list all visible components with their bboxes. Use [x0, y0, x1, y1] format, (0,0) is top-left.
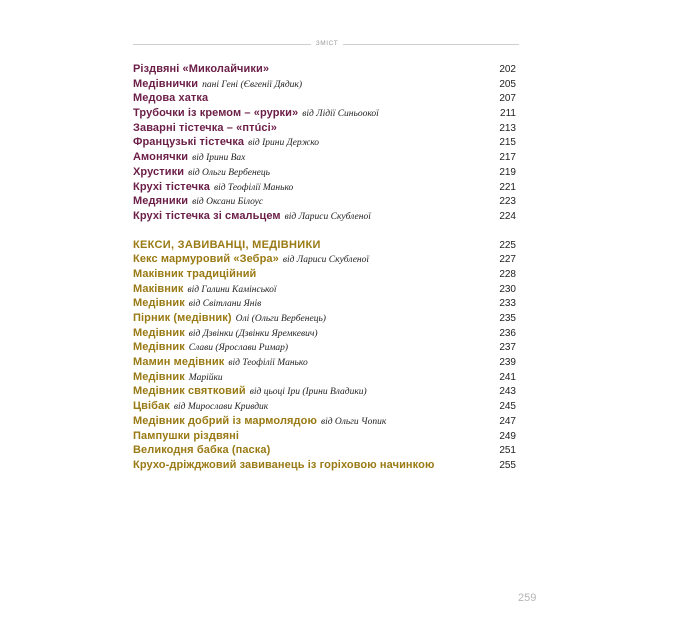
entry-title: Мамин медівник: [133, 356, 225, 369]
entry-title: Крухо-дріжджовий завиванець із горіховою начинкою: [133, 458, 435, 471]
entry-author: від цьоці Іри (Ірини Владики): [249, 387, 367, 398]
entry-title: Медівник добрий із мармолядою: [133, 414, 317, 427]
entry-author: від Лариси Скубленої: [282, 255, 370, 266]
entry-page-number: 249: [499, 430, 516, 442]
toc-entry[interactable]: [133, 458, 516, 473]
entry-author: від Світлани Янів: [188, 299, 262, 310]
entry-author: від Лариси Скубленої: [284, 211, 371, 222]
entry-title: Трубочки із кремом – «рурки»: [133, 107, 299, 120]
entry-page-number: 228: [499, 268, 516, 280]
entry-page-number: 207: [499, 93, 516, 105]
toc-entry[interactable]: [133, 121, 516, 136]
entry-page-number: 233: [499, 298, 516, 310]
entry-author: від Дзвінки (Дзвінки Яремкевич): [188, 328, 318, 339]
entry-title: Медівнички: [133, 77, 199, 90]
entry-title: Заварні тістечка – «птúсі»: [133, 121, 278, 134]
entry-author: Слави (Ярослави Римар): [188, 343, 289, 354]
entry-page-number: 213: [499, 122, 516, 134]
toc-entry[interactable]: [133, 180, 516, 195]
entry-title: Медівник: [133, 370, 185, 383]
entry-title: Медова хатка: [133, 92, 209, 105]
header-rule-right: [343, 44, 519, 45]
entry-title: Хрустики: [133, 165, 185, 178]
entry-page-number: 243: [499, 386, 516, 398]
entry-author: Марійки: [188, 372, 223, 383]
entry-title: Цвібак: [133, 400, 170, 413]
toc-entry[interactable]: [133, 106, 516, 121]
entry-title: Медівник: [133, 326, 185, 339]
toc-section-heading[interactable]: [133, 238, 516, 253]
entry-page-number: 221: [499, 181, 516, 193]
toc-entry[interactable]: [133, 443, 516, 458]
toc-entry[interactable]: [133, 370, 516, 385]
toc-entry[interactable]: [133, 62, 516, 77]
header-title: ЗМІСТ: [315, 40, 339, 47]
entry-page-number: 236: [499, 327, 516, 339]
section-page-number: 225: [499, 239, 516, 251]
toc-entry[interactable]: [133, 267, 516, 282]
table-of-contents: [133, 62, 516, 473]
entry-title: Пірник (медівник): [133, 312, 232, 324]
entry-title: Пампушки різдвяні: [133, 429, 240, 442]
entry-author: від Ольги Вербенець: [188, 167, 270, 178]
toc-entry[interactable]: [133, 326, 516, 341]
toc-entry[interactable]: [133, 296, 516, 311]
toc-entry[interactable]: [133, 209, 516, 224]
entry-author: від Теофілії Манько: [213, 182, 294, 193]
toc-entry[interactable]: [133, 311, 516, 326]
toc-entry[interactable]: [133, 77, 516, 92]
toc-entry[interactable]: [133, 429, 516, 444]
entry-page-number: 237: [499, 342, 516, 354]
entry-title: Амонячки: [133, 151, 189, 164]
toc-entry[interactable]: [133, 252, 516, 267]
entry-author: від Ірини Держко: [248, 138, 320, 149]
entry-page-number: 235: [499, 313, 516, 324]
entry-page-number: 239: [499, 357, 516, 369]
entry-title: Французькі тістечка: [133, 136, 245, 149]
page-number: 259: [518, 592, 537, 604]
entry-title: Крухі тістечка зі смальцем: [133, 209, 281, 222]
entry-page-number: 219: [499, 166, 516, 178]
entry-page-number: 245: [499, 401, 516, 413]
entry-page-number: 205: [499, 78, 516, 90]
toc-entry[interactable]: [133, 355, 516, 370]
entry-page-number: 241: [499, 371, 516, 383]
entry-author: від Ірини Вах: [192, 153, 246, 164]
entry-title: Великодня бабка (паска): [133, 444, 271, 457]
entry-author: Олі (Ольги Вербенець): [235, 314, 326, 324]
toc-entry[interactable]: [133, 384, 516, 399]
entry-author: від Галини Камінської: [187, 284, 277, 295]
entry-page-number: 211: [500, 108, 516, 120]
toc-entry[interactable]: [133, 282, 516, 297]
entry-page-number: 217: [499, 152, 516, 164]
entry-title: Медівник святковий: [133, 385, 246, 398]
toc-entry[interactable]: [133, 91, 516, 106]
toc-entry[interactable]: [133, 340, 516, 355]
toc-entry[interactable]: [133, 135, 516, 150]
toc-entry[interactable]: [133, 150, 516, 165]
entry-title: Крухі тістечка: [133, 180, 210, 193]
entry-title: Медяники: [133, 195, 189, 208]
running-header: [133, 37, 519, 51]
entry-title: Маківник традиційний: [133, 267, 257, 280]
entry-title: Різдвяні «Миколайчики»: [133, 63, 270, 75]
entry-author: від Теофілії Манько: [228, 358, 308, 369]
entry-author: від Оксани Білоус: [192, 197, 264, 208]
entry-title: Кекс мармуровий «Зебра»: [133, 253, 279, 266]
entry-page-number: 202: [499, 64, 516, 75]
section-title: КЕКСИ, ЗАВИВАНЦІ, МЕДІВНИКИ: [133, 238, 321, 251]
entry-page-number: 224: [499, 210, 516, 222]
toc-entry[interactable]: [133, 194, 516, 209]
entry-page-number: 251: [499, 445, 516, 457]
section-gap: [133, 224, 516, 238]
toc-group-2: [133, 252, 516, 472]
entry-page-number: 247: [499, 415, 516, 427]
entry-title: Маківник: [133, 282, 184, 295]
toc-entry[interactable]: [133, 165, 516, 180]
entry-author: від Ольги Чопик: [320, 416, 387, 427]
header-rule-left: [133, 44, 311, 45]
entry-title: Медівник: [133, 341, 185, 354]
entry-page-number: 227: [499, 254, 516, 266]
entry-author: від Мирослави Кривдик: [173, 402, 269, 413]
toc-entry[interactable]: [133, 414, 516, 429]
entry-page-number: 230: [499, 283, 516, 295]
toc-group-1: [133, 62, 516, 224]
entry-author: пані Гені (Євгенії Дядик): [202, 79, 303, 90]
toc-entry[interactable]: [133, 399, 516, 414]
entry-page-number: 223: [499, 196, 516, 208]
entry-page-number: 215: [499, 137, 516, 149]
entry-author: від Лідії Синьоокої: [302, 109, 379, 120]
entry-title: Медівник: [133, 297, 185, 310]
entry-page-number: 255: [499, 459, 516, 471]
